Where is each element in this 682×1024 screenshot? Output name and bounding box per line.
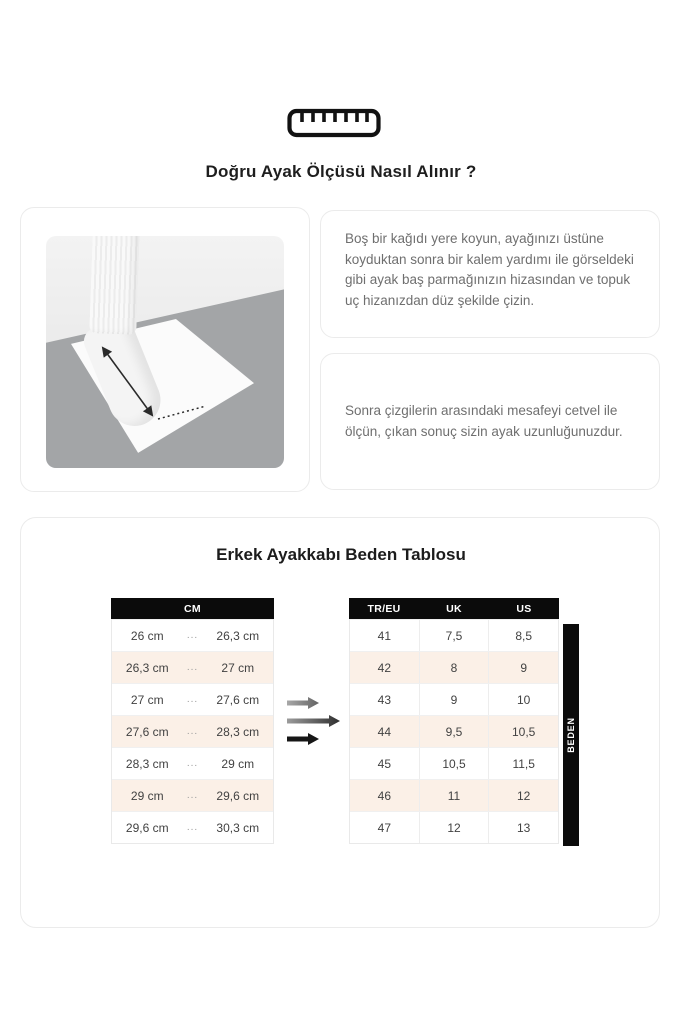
- col-header-tr-eu: TR/EU: [367, 602, 401, 615]
- ruler-icon: [287, 108, 381, 138]
- cell-uk: 10,5: [419, 748, 489, 779]
- beden-label: BEDEN: [566, 717, 577, 753]
- size-table-header: [349, 598, 559, 619]
- cm-range-from: 28,3 cm: [125, 756, 169, 771]
- cm-range-from: 29,6 cm: [125, 820, 169, 835]
- foot-measurement-photo: [46, 236, 284, 468]
- cell-uk: 11: [419, 780, 489, 811]
- cell-us: 10: [488, 684, 558, 715]
- instruction-step1-card: [320, 210, 660, 338]
- cm-range-from: 27,6 cm: [125, 724, 169, 739]
- cell-us: 9: [488, 652, 558, 683]
- cell-us: 8,5: [488, 620, 558, 651]
- cm-table-row: [112, 683, 273, 715]
- cell-tr-eu: 41: [377, 629, 392, 643]
- cm-range-from: 29 cm: [130, 788, 164, 803]
- size-table-row: [350, 651, 558, 683]
- cell-uk: 9,5: [419, 716, 489, 747]
- range-separator: ...: [186, 694, 199, 705]
- size-table-row: [350, 715, 558, 747]
- cell-us: 12: [488, 780, 558, 811]
- cell-uk: 9: [419, 684, 489, 715]
- cm-table-header: CM: [111, 598, 274, 619]
- size-table-row: [350, 779, 558, 811]
- cm-table-row: [112, 779, 273, 811]
- instruction-step2-text: Sonra çizgilerin arasındaki mesafeyi cetvel ile ölçün, çıkan sonuç sizin ayak uzunluğunuzdur.: [345, 402, 623, 439]
- cm-table: [111, 598, 274, 844]
- instruction-step2-card: [320, 353, 660, 490]
- beden-vertical-strip: [563, 624, 579, 846]
- cm-range-to: 29 cm: [221, 756, 255, 771]
- cell-uk: 7,5: [419, 620, 489, 651]
- cm-table-row: [112, 651, 273, 683]
- cm-range-to: 27,6 cm: [216, 692, 260, 707]
- cell-tr-eu: 47: [377, 821, 392, 835]
- cell-tr-eu: 42: [377, 661, 392, 675]
- cell-us: 11,5: [488, 748, 558, 779]
- cell-uk: 12: [419, 812, 489, 843]
- measurement-photo-card: [20, 207, 310, 492]
- cm-table-row: [112, 747, 273, 779]
- cm-range-to: 27 cm: [221, 660, 255, 675]
- size-table-row: [350, 683, 558, 715]
- size-table-rows: [349, 619, 559, 844]
- cm-range-from: 27 cm: [130, 692, 164, 707]
- size-table-row: [350, 811, 558, 843]
- cell-tr-eu: 45: [377, 757, 392, 771]
- col-header-uk: UK: [446, 602, 462, 615]
- size-table-row: [350, 619, 558, 651]
- col-header-us: US: [516, 602, 532, 615]
- cm-range-to: 30,3 cm: [216, 820, 260, 835]
- size-table-row: [350, 747, 558, 779]
- cell-tr-eu: 44: [377, 725, 392, 739]
- cm-table-row: [112, 811, 273, 843]
- cm-range-to: 29,6 cm: [216, 788, 260, 803]
- measure-arrow-icon: [46, 236, 284, 468]
- cm-range-from: 26,3 cm: [125, 660, 169, 675]
- range-separator: ...: [186, 822, 199, 833]
- cm-range-from: 26 cm: [130, 628, 164, 643]
- range-separator: ...: [186, 790, 199, 801]
- size-chart-title: Erkek Ayakkabı Beden Tablosu: [216, 545, 466, 564]
- size-chart-card: [20, 517, 660, 928]
- cm-table-row: [112, 715, 273, 747]
- size-table: [349, 598, 559, 844]
- cell-tr-eu: 43: [377, 693, 392, 707]
- cm-range-to: 26,3 cm: [216, 628, 260, 643]
- instruction-step1-text: Boş bir kağıdı yere koyun, ayağınızı üstüne koyduktan sonra bir kalem yardımı ile görseldeki gibi ayak baş parmağınızın hizasından ve topuk uç hizanızdan düz şekilde çizin.: [345, 231, 634, 308]
- range-separator: ...: [186, 758, 199, 769]
- cm-table-rows: [111, 619, 274, 844]
- cell-us: 10,5: [488, 716, 558, 747]
- cell-us: 13: [488, 812, 558, 843]
- page-title: Doğru Ayak Ölçüsü Nasıl Alınır ?: [205, 162, 477, 181]
- range-separator: ...: [186, 726, 199, 737]
- cell-uk: 8: [419, 652, 489, 683]
- range-separator: ...: [186, 662, 199, 673]
- cell-tr-eu: 46: [377, 789, 392, 803]
- mapping-arrows-icon: [286, 694, 344, 748]
- cm-table-row: [112, 619, 273, 651]
- range-separator: ...: [186, 630, 199, 641]
- cm-range-to: 28,3 cm: [216, 724, 260, 739]
